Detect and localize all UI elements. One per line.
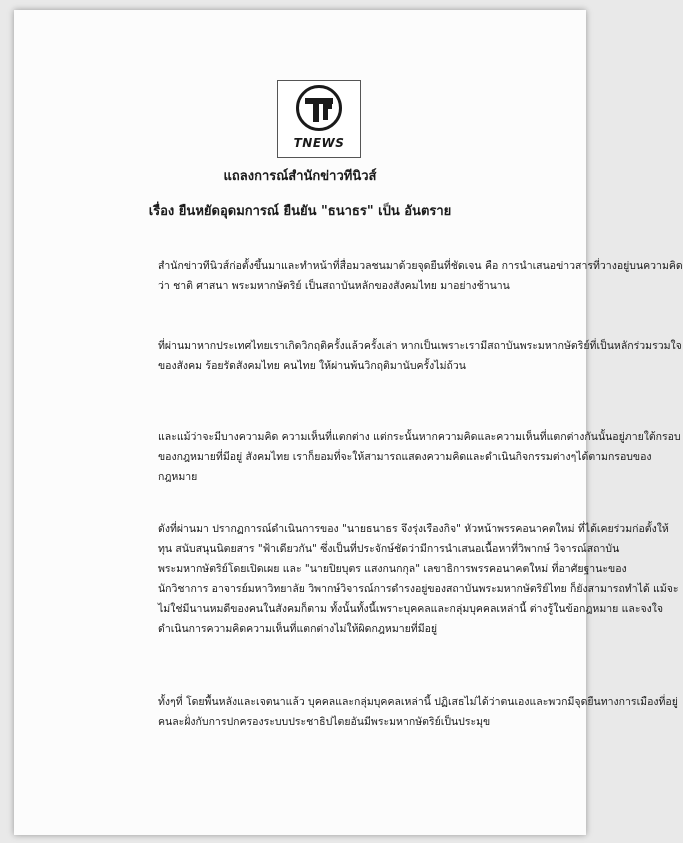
paragraph-line: ไม่ใช่มีนานหมดีของคนในสังคมก็ตาม ทั้งนั้นทั้งนี้เพราะบุคคลและกลุ่มบุคคลเหล่านี้ ต่างรู้ในข้อกฎหมาย และจงใจ [158, 603, 664, 615]
paragraph-line: ดังที่ผ่านมา ปรากฏการณ์ดำเนินการของ "นายธนาธร จึงรุ่งเรืองกิจ" หัวหน้าพรรคอนาคตใหม่ ที่ได้เคยร่วมก่อตั้งให้ [158, 523, 669, 535]
paragraph-line: ทุน สนับสนุนนิตยสาร "ฟ้าเดียวกัน" ซึ่งเป็นที่ประจักษ์ชัดว่ามีการนำเสนอเนื้อหาที่วิพากษ์ วิจารณ์สถาบัน [158, 543, 620, 555]
paragraph-3 [158, 427, 681, 487]
paragraph-2 [158, 336, 682, 376]
logo-wordmark: TNEWS [293, 136, 345, 150]
tnews-logo [277, 80, 361, 158]
paragraph-line: ของกฎหมายที่มีอยู่ สังคมไทย เราก็ยอมที่จะให้สามารถแสดงความคิดและดำเนินกิจกรรมต่างๆได้ตามกรอบของ [158, 451, 652, 463]
paragraph-4 [158, 519, 679, 639]
document-page [14, 10, 683, 835]
paragraph-line: ที่ผ่านมาหากประเทศไทยเราเกิดวิกฤติครั้งแล้วครั้งเล่า หากเป็นเพราะเรามีสถาบันพระมหากษัตริย์ที่เป็นหลักร่วมรวมใจ [158, 340, 682, 352]
paragraph-line: ว่า ชาติ ศาสนา พระมหากษัตริย์ เป็นสถาบันหลักของสังคมไทย มาอย่างช้านาน [158, 280, 510, 292]
paragraph-5 [158, 692, 678, 732]
paragraph-line: ดำเนินการความคิดความเห็นที่แตกต่างไม่ให้ผิดกฎหมายที่มีอยู่ [158, 623, 438, 635]
paragraph-1 [158, 256, 683, 296]
statement-heading: แถลงการณ์สำนักข่าวทีนิวส์ [223, 169, 377, 184]
paragraph-line: ทั้งๆที่ โดยพื้นหลังและเจตนาแล้ว บุคคลและกลุ่มบุคคลเหล่านี้ ปฏิเสธไม่ได้ว่าตนเองและพวกมีจุดยืนทางการเมืองที่อยู่ [158, 696, 678, 708]
paragraph-line: นักวิชาการ อาจารย์มหาวิทยาลัย วิพากษ์วิจารณ์การดำรงอยู่ของสถาบันพระมหากษัตริย์ไทย ก็ยังสามารถทำได้ แม้จะ [158, 583, 679, 595]
paragraph-line: คนละฝั่งกับการปกครองระบบประชาธิปไตยอันมีพระมหากษัตริย์เป็นประมุข [158, 716, 491, 728]
paragraph-line: กฎหมาย [158, 471, 198, 483]
paragraph-line: พระมหากษัตริย์โดยเปิดเผย และ "นายปิยบุตร แสงกนกกุล" เลขาธิการพรรคอนาคตใหม่ ที่อาศัยฐานะของ [158, 563, 627, 575]
statement-subject: เรื่อง ยืนหยัดอุดมการณ์ ยืนยัน "ธนาธร" เป็น อันตราย [148, 204, 452, 219]
logo-t-glyph-icon [296, 89, 342, 129]
paragraph-line: ของสังคม ร้อยรัดสังคมไทย คนไทย ให้ผ่านพ้นวิกฤติมานับครั้งไม่ถ้วน [158, 360, 466, 372]
paragraph-line: และแม้ว่าจะมีบางความคิด ความเห็นที่แตกต่าง แต่กระนั้นหากความคิดและความเห็นที่แตกต่างกันนั้นอยู่ภายใต้กรอบ [158, 431, 681, 443]
paragraph-line: สำนักข่าวทีนิวส์ก่อตั้งขึ้นมาและทำหน้าที่สื่อมวลชนมาด้วยจุดยืนที่ชัดเจน คือ การนำเสนอข่าวสารที่วางอยู่บนความคิด [158, 260, 683, 272]
